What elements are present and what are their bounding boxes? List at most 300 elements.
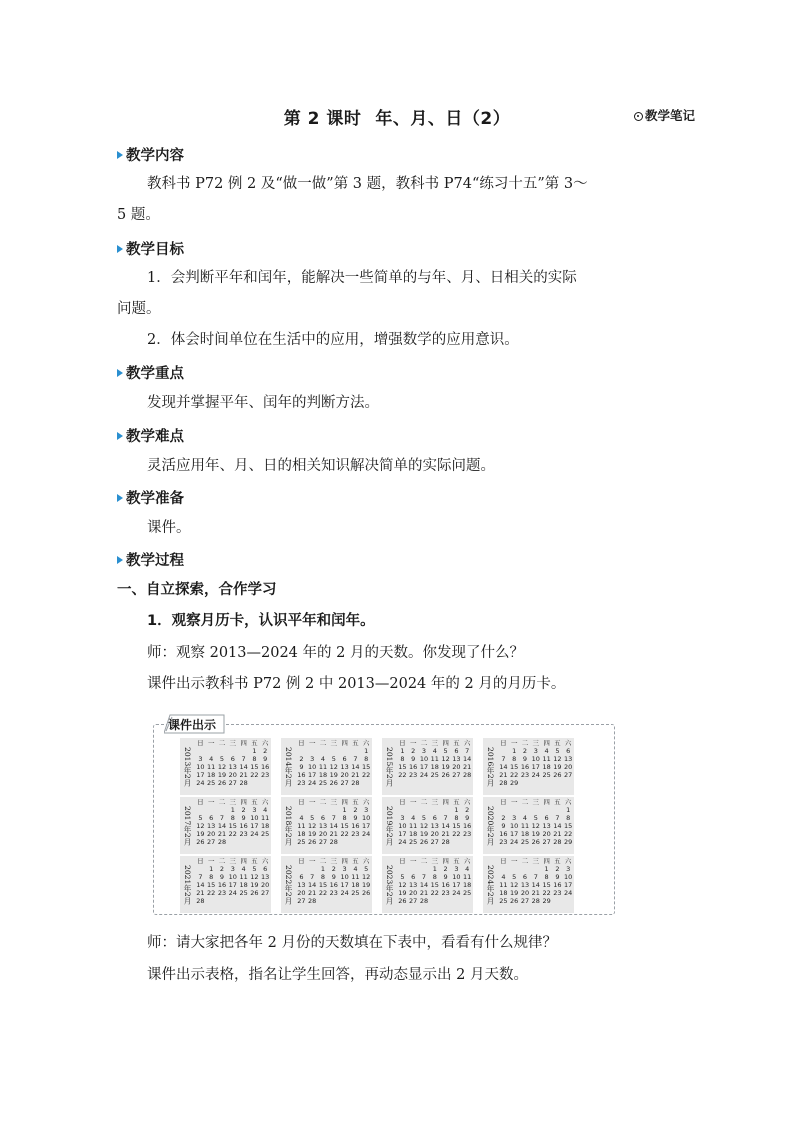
- target-circle-icon: [634, 112, 643, 121]
- weekday-label: 四: [341, 739, 348, 747]
- day-cell: 13: [520, 881, 530, 889]
- day-cell: [350, 897, 361, 905]
- day-cell: 3: [230, 865, 235, 873]
- month-calendar: [180, 738, 271, 795]
- day-cell: 15: [542, 881, 551, 889]
- day-cell: [260, 897, 271, 905]
- day-cell: 12: [250, 873, 259, 881]
- day-cell: 25: [430, 771, 439, 779]
- month-calendar: [483, 797, 574, 854]
- day-cell: 11: [261, 814, 270, 822]
- day-cell: 21: [329, 830, 338, 838]
- weekday-label: 一: [207, 739, 215, 747]
- day-cell: 29: [542, 897, 551, 905]
- day-cell: 21: [351, 771, 360, 779]
- day-cell: 23: [261, 771, 270, 779]
- day-cell: 7: [331, 814, 336, 822]
- day-cell: [296, 747, 307, 755]
- calendar-days: [498, 739, 574, 787]
- day-cell: 4: [432, 747, 437, 755]
- week-row: [498, 755, 574, 763]
- day-cell: 5: [219, 755, 225, 763]
- calendar-year-label: 2020年2月: [486, 805, 495, 846]
- week-row: [397, 865, 473, 873]
- day-cell: 1: [320, 865, 326, 873]
- week-row: [498, 771, 574, 779]
- day-cell: 26: [196, 838, 205, 846]
- weekday-label: 一: [510, 857, 518, 865]
- week-row: [397, 806, 473, 814]
- day-cell: [408, 806, 419, 814]
- day-cell: [462, 897, 473, 905]
- day-cell: 17: [452, 881, 461, 889]
- day-cell: 11: [520, 822, 530, 830]
- month-calendar: [180, 856, 271, 913]
- day-cell: 27: [207, 838, 216, 846]
- week-row: [397, 822, 473, 830]
- section-heading-preparation: 教学准备: [117, 487, 184, 508]
- calendar-days: [195, 739, 271, 787]
- day-cell: 24: [196, 779, 205, 787]
- week-row: [195, 814, 271, 822]
- month-calendar: [382, 797, 473, 854]
- day-cell: 9: [555, 873, 560, 881]
- day-cell: 1: [454, 806, 459, 814]
- day-cell: 7: [555, 814, 560, 822]
- weekday-label: 日: [298, 798, 305, 806]
- week-row: [296, 779, 372, 787]
- day-cell: 15: [318, 881, 328, 889]
- day-cell: 4: [263, 806, 268, 814]
- day-cell: [328, 897, 339, 905]
- week-row: [296, 889, 372, 897]
- day-cell: 25: [351, 889, 360, 897]
- day-cell: 11: [239, 873, 248, 881]
- day-cell: 27: [542, 838, 551, 846]
- day-cell: 5: [331, 755, 336, 763]
- section-heading-goals: 教学目标: [117, 238, 184, 259]
- day-cell: [296, 806, 307, 814]
- day-cell: 21: [499, 771, 508, 779]
- day-cell: 18: [261, 822, 270, 830]
- day-cell: [498, 747, 509, 755]
- day-cell: 21: [463, 763, 472, 771]
- day-cell: 7: [465, 747, 470, 755]
- week-row: [296, 830, 372, 838]
- courseware-note-2: 课件出示表格，指名让学生回答，再动态显示出 2 月天数。: [147, 967, 528, 983]
- weekday-label: 六: [463, 798, 471, 806]
- weekday-header-row: [296, 798, 372, 806]
- day-cell: 9: [263, 755, 268, 763]
- day-cell: 16: [351, 822, 360, 830]
- weekday-label: 日: [399, 857, 406, 865]
- day-cell: 1: [544, 865, 549, 873]
- day-cell: [206, 897, 217, 905]
- weekday-label: 日: [197, 798, 204, 806]
- weekday-label: 三: [431, 857, 439, 865]
- day-cell: 22: [430, 889, 439, 897]
- week-row: [498, 806, 574, 814]
- weekday-label: 日: [298, 857, 305, 865]
- difficulties-text: 灵活应用年、月、日的相关知识解决简单的实际问题。: [147, 458, 495, 474]
- day-cell: 13: [430, 822, 439, 830]
- week-row: [397, 763, 473, 771]
- weekday-label: 四: [543, 857, 550, 865]
- day-cell: 9: [465, 814, 470, 822]
- day-cell: 27: [564, 771, 573, 779]
- weekday-label: 二: [420, 857, 428, 865]
- week-row: [498, 881, 574, 889]
- day-cell: [195, 865, 206, 873]
- weekday-label: 一: [308, 798, 316, 806]
- day-cell: 8: [432, 873, 437, 881]
- day-cell: 9: [241, 814, 246, 822]
- week-row: [397, 873, 473, 881]
- day-cell: 26: [217, 779, 227, 787]
- day-cell: 6: [263, 865, 268, 873]
- weekday-label: 三: [532, 857, 540, 865]
- day-cell: 28: [441, 838, 450, 846]
- day-cell: 9: [501, 822, 506, 830]
- week-row: [498, 838, 574, 846]
- calendar-year-label: 2021年2月: [183, 864, 192, 905]
- week-row: [498, 865, 574, 873]
- weekday-label: 四: [543, 798, 550, 806]
- day-cell: 17: [419, 763, 429, 771]
- day-cell: 24: [419, 771, 429, 779]
- day-cell: 23: [329, 889, 338, 897]
- day-cell: 15: [340, 822, 349, 830]
- weekday-label: 六: [362, 857, 370, 865]
- day-cell: 11: [409, 822, 418, 830]
- day-cell: 13: [409, 881, 418, 889]
- day-cell: 11: [430, 755, 439, 763]
- day-cell: 14: [441, 822, 450, 830]
- content-line-1: 教科书 P72 例 2 及“做一做”第 3 题，教科书 P74“练习十五”第 3～: [147, 176, 588, 192]
- day-cell: 17: [340, 881, 349, 889]
- week-row: [296, 822, 372, 830]
- preparation-text: 课件。: [147, 520, 191, 536]
- weekday-label: 六: [463, 739, 471, 747]
- day-cell: [217, 897, 228, 905]
- week-row: [498, 873, 574, 881]
- day-cell: 18: [463, 881, 472, 889]
- day-cell: [361, 838, 372, 846]
- calendar-year-label: 2018年2月: [284, 805, 293, 846]
- day-cell: 4: [522, 814, 528, 822]
- day-cell: 27: [318, 838, 328, 846]
- weekday-label: 三: [532, 798, 540, 806]
- day-cell: 18: [520, 830, 530, 838]
- day-cell: [217, 747, 228, 755]
- weekday-label: 三: [431, 798, 439, 806]
- day-cell: 5: [400, 873, 405, 881]
- day-cell: 4: [544, 747, 549, 755]
- day-cell: 15: [430, 881, 439, 889]
- day-cell: [206, 806, 217, 814]
- day-cell: 18: [239, 881, 248, 889]
- day-cell: 16: [261, 763, 270, 771]
- week-row: [195, 889, 271, 897]
- week-row: [195, 806, 271, 814]
- day-cell: 18: [351, 881, 360, 889]
- calendar-days: [296, 798, 372, 846]
- day-cell: 4: [320, 755, 326, 763]
- day-cell: 21: [441, 830, 450, 838]
- day-cell: 18: [542, 763, 551, 771]
- day-cell: 14: [217, 822, 227, 830]
- day-cell: 21: [217, 830, 227, 838]
- day-cell: [227, 897, 238, 905]
- day-cell: 22: [228, 830, 237, 838]
- day-cell: 22: [510, 771, 519, 779]
- day-cell: 11: [207, 763, 216, 771]
- day-cell: 4: [241, 865, 246, 873]
- day-cell: 10: [196, 763, 205, 771]
- day-cell: [530, 779, 541, 787]
- day-cell: 6: [411, 873, 416, 881]
- weekday-label: 六: [261, 798, 269, 806]
- month-calendar: [483, 738, 574, 795]
- weekday-label: 二: [521, 857, 529, 865]
- day-cell: 16: [409, 763, 418, 771]
- day-cell: 11: [499, 881, 508, 889]
- day-cell: 8: [342, 814, 347, 822]
- day-cell: 28: [239, 779, 248, 787]
- weekday-label: 日: [500, 798, 507, 806]
- week-row: [195, 838, 271, 846]
- day-cell: 27: [409, 897, 418, 905]
- day-cell: 19: [441, 763, 450, 771]
- weekday-label: 五: [554, 857, 561, 865]
- day-cell: 24: [250, 830, 259, 838]
- day-cell: 18: [297, 830, 306, 838]
- day-cell: 4: [411, 814, 416, 822]
- day-cell: [552, 779, 563, 787]
- week-row: [498, 889, 574, 897]
- day-cell: 29: [564, 838, 573, 846]
- day-cell: 5: [512, 873, 517, 881]
- day-cell: 12: [419, 822, 429, 830]
- day-cell: 24: [362, 830, 371, 838]
- week-row: [397, 747, 473, 755]
- weekday-label: 六: [261, 857, 269, 865]
- day-cell: [419, 806, 430, 814]
- day-cell: [339, 747, 350, 755]
- day-cell: 20: [452, 763, 461, 771]
- day-cell: [227, 747, 238, 755]
- week-row: [195, 881, 271, 889]
- day-cell: 2: [465, 806, 470, 814]
- day-cell: 26: [362, 889, 371, 897]
- week-row: [195, 830, 271, 838]
- calendar-days: [397, 857, 473, 905]
- day-cell: [429, 897, 440, 905]
- day-cell: 19: [553, 763, 562, 771]
- day-cell: 18: [499, 889, 508, 897]
- day-cell: 22: [398, 771, 407, 779]
- weekday-label: 一: [308, 857, 316, 865]
- week-row: [397, 881, 473, 889]
- weekday-label: 六: [564, 739, 572, 747]
- day-cell: 18: [430, 763, 439, 771]
- day-cell: 7: [198, 873, 203, 881]
- day-cell: 22: [452, 830, 461, 838]
- day-cell: 10: [564, 873, 573, 881]
- day-cell: 10: [308, 763, 317, 771]
- weekday-label: 六: [564, 857, 572, 865]
- day-cell: [563, 779, 574, 787]
- day-cell: 20: [207, 830, 216, 838]
- day-cell: 15: [564, 822, 573, 830]
- weekday-label: 二: [218, 857, 226, 865]
- day-cell: 19: [362, 881, 371, 889]
- day-cell: 11: [351, 873, 360, 881]
- weekday-label: 一: [308, 739, 316, 747]
- day-cell: 7: [421, 873, 427, 881]
- day-cell: 24: [510, 838, 519, 846]
- day-cell: 6: [320, 814, 326, 822]
- day-cell: 2: [443, 865, 448, 873]
- day-cell: 28: [329, 838, 338, 846]
- day-cell: 9: [411, 755, 416, 763]
- day-cell: [238, 838, 249, 846]
- day-cell: 19: [196, 830, 205, 838]
- calendar-days: [195, 798, 271, 846]
- weekday-label: 二: [319, 739, 327, 747]
- day-cell: 29: [510, 779, 519, 787]
- weekday-header-row: [498, 739, 574, 747]
- day-cell: 10: [340, 873, 349, 881]
- day-cell: 16: [297, 771, 306, 779]
- week-row: [498, 822, 574, 830]
- day-cell: 22: [362, 771, 371, 779]
- day-cell: 12: [441, 755, 450, 763]
- day-cell: 22: [542, 889, 551, 897]
- goal-2: 2．体会时间单位在生活中的应用，增强数学的应用意识。: [147, 332, 519, 348]
- weekday-label: 四: [341, 798, 348, 806]
- day-cell: 14: [499, 763, 508, 771]
- day-cell: [541, 806, 552, 814]
- day-cell: 20: [564, 763, 573, 771]
- day-cell: [429, 806, 440, 814]
- week-row: [195, 779, 271, 787]
- day-cell: 5: [364, 865, 369, 873]
- week-row: [296, 747, 372, 755]
- goal-1-line-1: 1．会判断平年和闰年，能解决一些简单的与年、月、日相关的实际: [147, 270, 577, 286]
- day-cell: [217, 806, 228, 814]
- triangle-bullet-icon: [117, 494, 123, 502]
- month-calendar: [382, 856, 473, 913]
- day-cell: [462, 838, 473, 846]
- week-row: [397, 889, 473, 897]
- weekday-label: 五: [251, 857, 258, 865]
- day-cell: [397, 865, 408, 873]
- weekday-label: 一: [510, 798, 518, 806]
- day-cell: 17: [531, 763, 540, 771]
- day-cell: 2: [501, 814, 506, 822]
- day-cell: 11: [542, 755, 551, 763]
- day-cell: 4: [353, 865, 358, 873]
- day-cell: 7: [241, 755, 246, 763]
- calendar-year-label: 2014年2月: [284, 746, 293, 787]
- day-cell: 14: [308, 881, 317, 889]
- day-cell: [238, 897, 249, 905]
- day-cell: [520, 779, 531, 787]
- day-cell: 13: [207, 822, 216, 830]
- day-cell: 17: [398, 830, 407, 838]
- day-cell: 20: [261, 881, 270, 889]
- day-cell: 16: [463, 822, 472, 830]
- day-cell: 22: [207, 889, 216, 897]
- day-cell: 5: [555, 747, 560, 755]
- triangle-bullet-icon: [117, 556, 123, 564]
- day-cell: 26: [531, 838, 540, 846]
- day-cell: 27: [297, 897, 306, 905]
- day-cell: 2: [241, 806, 246, 814]
- day-cell: 7: [310, 873, 315, 881]
- day-cell: 10: [250, 814, 259, 822]
- weekday-label: 三: [229, 798, 237, 806]
- day-cell: 8: [252, 755, 257, 763]
- calendar-year-label: 2017年2月: [183, 805, 192, 846]
- day-cell: 28: [351, 779, 360, 787]
- day-cell: 1: [252, 747, 257, 755]
- day-cell: 25: [207, 779, 216, 787]
- day-cell: 27: [452, 771, 461, 779]
- weekday-label: 日: [399, 798, 406, 806]
- month-calendar: [180, 797, 271, 854]
- day-cell: [440, 897, 451, 905]
- day-cell: [227, 838, 238, 846]
- weekday-label: 二: [521, 798, 529, 806]
- week-row: [498, 814, 574, 822]
- month-calendar: [281, 738, 372, 795]
- day-cell: 14: [196, 881, 205, 889]
- day-cell: 1: [566, 806, 571, 814]
- day-cell: 3: [454, 865, 459, 873]
- day-cell: 19: [250, 881, 259, 889]
- day-cell: 2: [331, 865, 336, 873]
- day-cell: 17: [308, 771, 317, 779]
- day-cell: [318, 747, 329, 755]
- day-cell: 23: [409, 771, 418, 779]
- teaching-notes-label: 教学笔记: [634, 106, 695, 124]
- day-cell: 12: [196, 822, 205, 830]
- weekday-label: 五: [453, 857, 460, 865]
- day-cell: 2: [263, 747, 268, 755]
- day-cell: 20: [228, 771, 237, 779]
- day-cell: 9: [299, 763, 304, 771]
- day-cell: 26: [250, 889, 259, 897]
- day-cell: 5: [533, 814, 538, 822]
- day-cell: 1: [512, 747, 517, 755]
- week-row: [195, 755, 271, 763]
- day-cell: 2: [219, 865, 225, 873]
- weekday-header-row: [195, 739, 271, 747]
- day-cell: 25: [297, 838, 306, 846]
- weekday-label: 六: [463, 857, 471, 865]
- day-cell: 22: [250, 771, 259, 779]
- day-cell: 16: [329, 881, 338, 889]
- day-cell: 25: [499, 897, 508, 905]
- triangle-bullet-icon: [117, 151, 123, 159]
- day-cell: 13: [261, 873, 270, 881]
- day-cell: 20: [542, 830, 551, 838]
- day-cell: 3: [364, 806, 369, 814]
- weekday-header-row: [296, 857, 372, 865]
- section-heading-key-points: 教学重点: [117, 362, 184, 383]
